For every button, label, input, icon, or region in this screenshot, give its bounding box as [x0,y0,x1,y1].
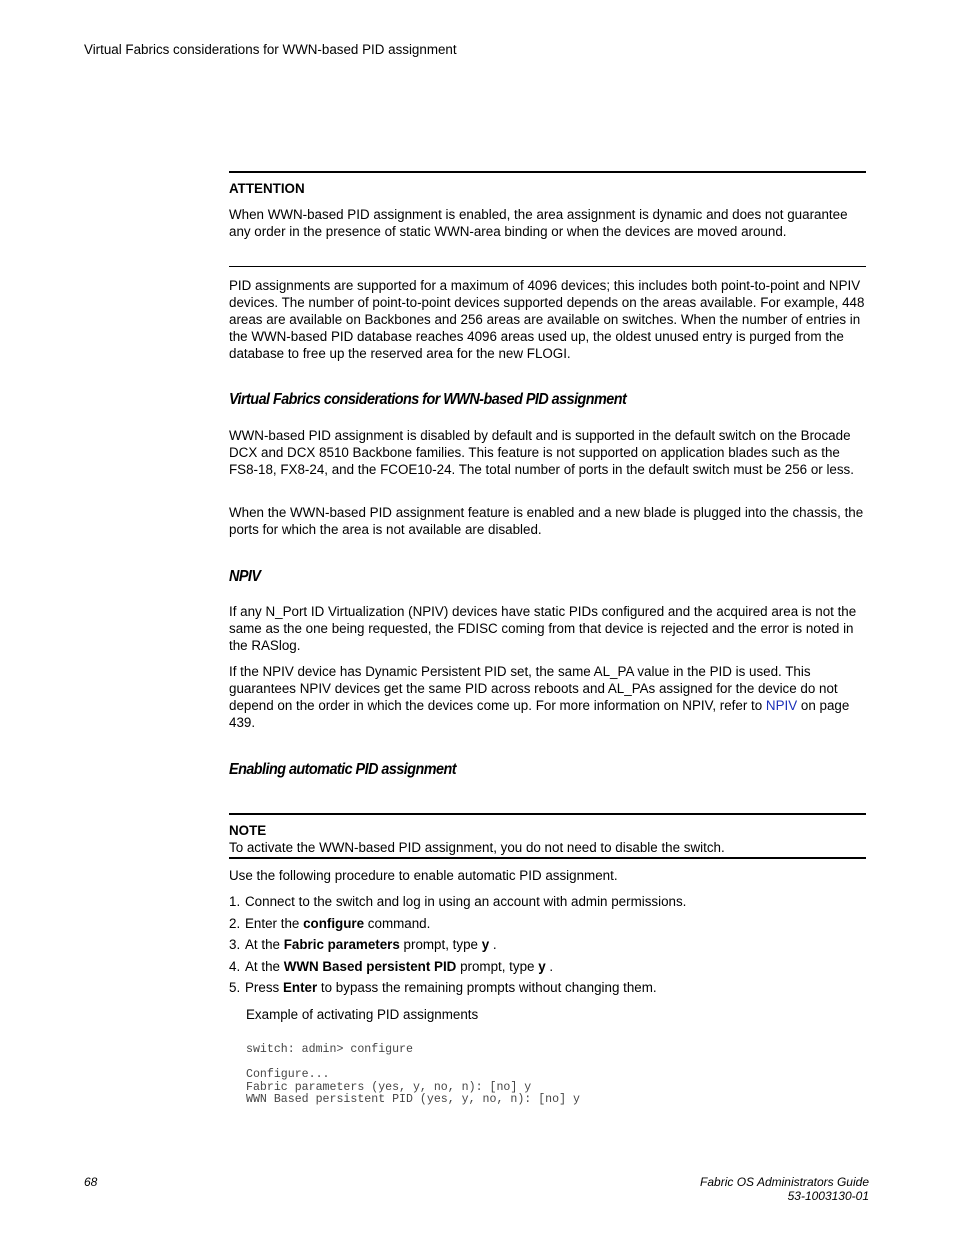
vf-paragraph-1: WWN-based PID assignment is disabled by default and is supported in the default switch on the Brocade DCX and DCX 8510 Backbone families. This feature is not supported on application blades such as the FS8-18, FX8-24, and the FCOE10-24. The total number of ports in the default switch must be 256 or less. [229,428,854,477]
npiv-paragraph-1: If any N_Port ID Virtualization (NPIV) devices have static PIDs configured and the acquired area is not the same as the one being requested, the FDISC coming from that device is rejected and the error is noted in the RASlog. [229,604,857,653]
footer-doc-info [700,1175,869,1203]
note-top-rule [229,813,866,815]
procedure-step: 5. Press Enter to bypass the remaining prompts without changing them. [229,980,657,995]
procedure-step: 3. At the Fabric parameters prompt, type y . [229,937,497,952]
note-title: NOTE [229,823,267,838]
running-head: Virtual Fabrics considerations for WWN-based PID assignment [84,42,457,57]
npiv-section-heading: NPIV [229,568,261,585]
attention-title: ATTENTION [229,181,305,196]
procedure-step: 4. At the WWN Based persistent PID prompt, type y . [229,959,554,974]
npiv-cross-reference-link[interactable]: NPIV [765,698,798,713]
footer-doc-title: Fabric OS Administrators Guide [700,1175,869,1189]
attention-text: When WWN-based PID assignment is enabled, the area assignment is dynamic and does not guarantee any order in the presence of static WWN-area binding or when the devices are moved around. [229,207,848,239]
vf-section-heading: Virtual Fabrics considerations for WWN-based PID assignment [229,391,627,408]
attention-bottom-rule [229,266,866,267]
enable-section-heading: Enabling automatic PID assignment [229,761,457,778]
vf-paragraph-2: When the WWN-based PID assignment feature is enabled and a new blade is plugged into the chassis, the ports for which the area is not available are disabled. [229,505,864,537]
procedure-lead: Use the following procedure to enable automatic PID assignment. [229,868,618,883]
procedure-step: 2. Enter the configure command. [229,916,431,931]
example-caption: Example of activating PID assignments [246,1007,479,1022]
intro-paragraph: PID assignments are supported for a maximum of 4096 devices; this includes both point-to-point and NPIV devices. The number of point-to-point devices supported depends on the areas available. For example, 448 areas are available on Backbones and 256 areas are available on switches. When the number of entries in the WWN-based PID database reaches 4096 areas used up, the oldest unused entry is purged from the database to free up the reserved area for the new FLOGI. [229,278,865,361]
attention-top-rule [229,171,866,173]
page-number: 68 [84,1175,98,1189]
npiv-paragraph-2-tail: on page 439. [229,698,850,730]
npiv-paragraph-2 [229,663,866,731]
note-bottom-rule [229,857,866,859]
footer-doc-number: 53-1003130-01 [787,1189,869,1203]
procedure-step: 1. Connect to the switch and log in using an account with admin permissions. [229,894,687,909]
note-text: To activate the WWN-based PID assignment, you do not need to disable the switch. [229,840,725,855]
code-example: switch: admin> configure Configure... Fabric parameters (yes, y, no, n): [no] y WWN Based persistent PID (yes, y, no, n): [no] y [246,1043,580,1107]
npiv-paragraph-2-text: If the NPIV device has Dynamic Persistent PID set, the same AL_PA value in the PID is used. This guarantees NPIV devices get the same PID across reboots and AL_PAs assigned for the device do not depend on the order in which the devices come up. For more information on NPIV, refer to [229,664,838,713]
